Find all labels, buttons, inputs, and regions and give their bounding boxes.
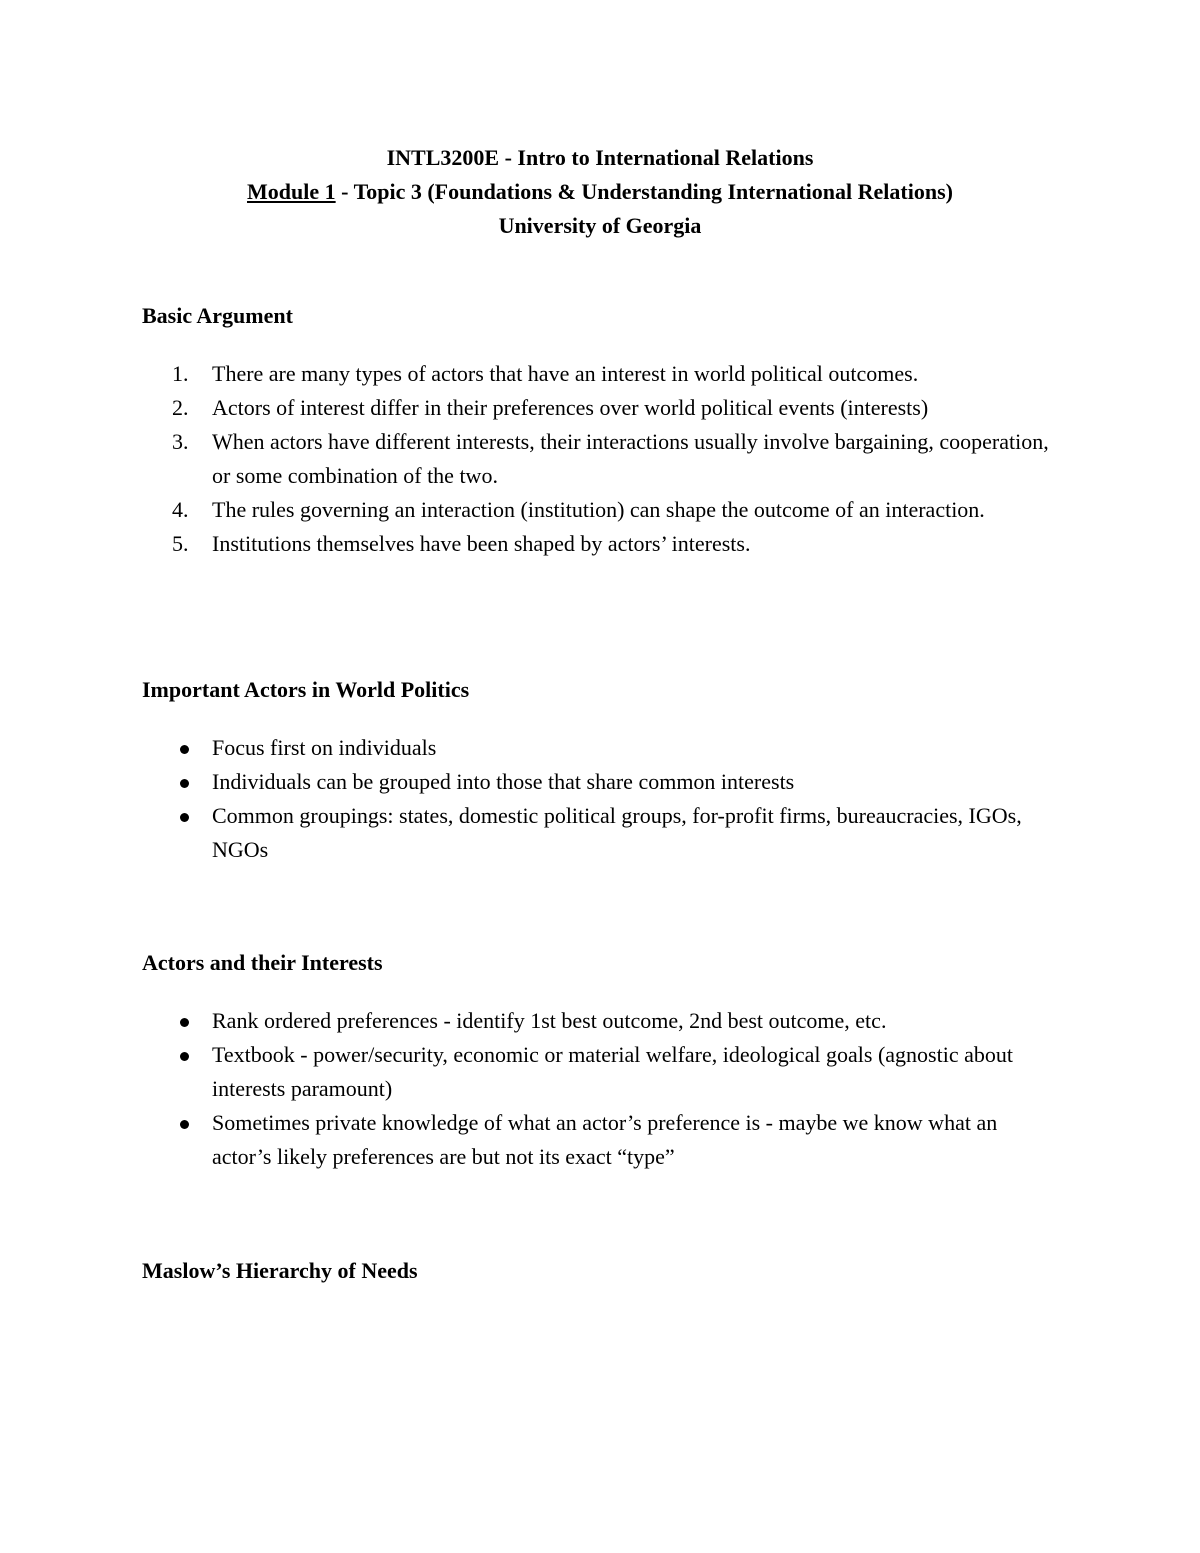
list-item — [0, 765, 1052, 799]
module-line — [0, 175, 1200, 209]
module-label: Module 1 — [247, 179, 336, 204]
list-item-text: There are many types of actors that have an interest in world political outcomes. — [212, 361, 919, 386]
list-item-text: Textbook - power/security, economic or material welfare, ideological goals (agnostic about interests paramount) — [212, 1042, 1013, 1101]
list-number: 5. — [172, 531, 189, 556]
section-title-important-actors: Important Actors in World Politics — [142, 677, 470, 702]
list-item-text: Actors of interest differ in their preferences over world political events (interests) — [212, 395, 929, 420]
list-item-text: Individuals can be grouped into those that share common interests — [212, 769, 795, 794]
course-title: INTL3200E - Intro to International Relations — [386, 145, 814, 170]
section-title-basic-argument: Basic Argument — [142, 303, 293, 328]
list-item-text: Sometimes private knowledge of what an actor’s preference is - maybe we know what an actor’s likely preferences are but not its exact “type” — [212, 1110, 998, 1169]
list-item — [0, 1004, 1052, 1038]
list-item-text: When actors have different interests, their interactions usually involve bargaining, cooperation, or some combination of the two. — [212, 429, 1049, 488]
university-name: University of Georgia — [498, 213, 702, 238]
bullet-icon — [180, 779, 189, 788]
module-topic: - Topic 3 (Foundations & Understanding International Relations) — [335, 179, 953, 204]
list-number: 3. — [172, 429, 189, 454]
list-item — [0, 357, 1052, 391]
list-item — [0, 1038, 1052, 1106]
bullet-icon — [180, 813, 189, 822]
list-item-text: Common groupings: states, domestic political groups, for-profit firms, bureaucracies, IGOs, NGOs — [212, 803, 1022, 862]
list-number: 4. — [172, 497, 189, 522]
list-item — [0, 1106, 1052, 1174]
actors-interests-list — [0, 1004, 1052, 1174]
important-actors-list — [0, 731, 1052, 867]
bullet-icon — [180, 1018, 189, 1027]
list-item-text: The rules governing an interaction (institution) can shape the outcome of an interaction. — [212, 497, 985, 522]
basic-argument-list — [0, 357, 1052, 561]
list-item-text: Rank ordered preferences - identify 1st best outcome, 2nd best outcome, etc. — [212, 1008, 887, 1033]
list-item — [0, 391, 1052, 425]
bullet-icon — [180, 1052, 189, 1061]
list-item — [0, 493, 1052, 527]
section-title-maslow: Maslow’s Hierarchy of Needs — [142, 1258, 418, 1283]
list-item-text: Focus first on individuals — [212, 735, 437, 760]
bullet-icon — [180, 1120, 189, 1129]
list-item — [0, 425, 1052, 493]
section-title-actors-interests: Actors and their Interests — [142, 950, 383, 975]
list-item — [0, 731, 1052, 765]
list-item — [0, 799, 1052, 867]
bullet-icon — [180, 745, 189, 754]
list-item — [0, 527, 1052, 561]
document-header — [0, 141, 1200, 243]
list-item-text: Institutions themselves have been shaped by actors’ interests. — [212, 531, 751, 556]
list-number: 2. — [172, 395, 189, 420]
list-number: 1. — [172, 361, 189, 386]
